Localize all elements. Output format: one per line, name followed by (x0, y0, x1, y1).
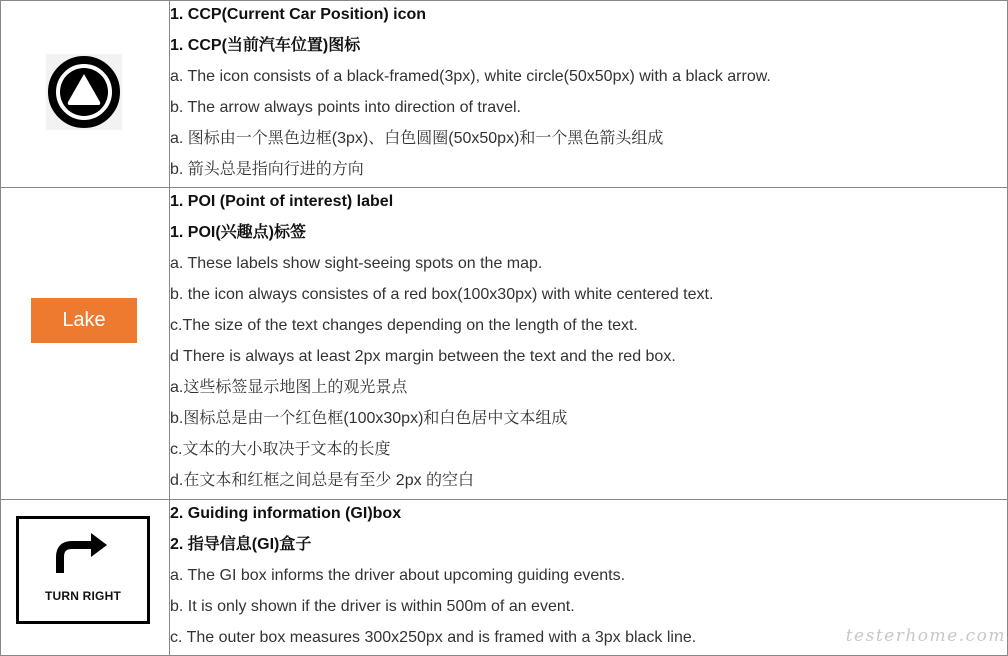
heading-en: 1. CCP(Current Car Position) icon (170, 6, 427, 23)
desc-line: d There is always at least 2px margin between the text and the red box. (170, 348, 676, 365)
desc-line: a.这些标签显示地图上的观光景点 (170, 379, 408, 396)
heading-en: 1. POI (Point of interest) label (170, 193, 394, 210)
heading-zh: 2. 指导信息(GI)盒子 (170, 536, 312, 553)
desc-line: a. The icon consists of a black-framed(3px), white circle(50x50px) with a black arrow. (170, 68, 771, 85)
table-row (1, 188, 1008, 500)
desc-line: b. The arrow always points into direction of travel. (170, 99, 521, 116)
icon-cell (1, 500, 170, 656)
heading-zh: 1. POI(兴趣点)标签 (170, 224, 307, 241)
desc-line: c.The size of the text changes depending on the length of the text. (170, 317, 638, 334)
gi-text: TURN RIGHT (45, 589, 121, 603)
table-row (1, 1, 1008, 188)
gi-box (16, 516, 150, 624)
ccp-icon (46, 54, 122, 130)
watermark: testerhome.com (845, 626, 1006, 646)
desc-line: d.在文本和红框之间总是有至少 2px 的空白 (170, 472, 475, 489)
heading-en: 2. Guiding information (GI)box (170, 505, 402, 522)
desc-line: a. The GI box informs the driver about upcoming guiding events. (170, 567, 626, 584)
desc-line: a. 图标由一个黑色边框(3px)、白色圆圈(50x50px)和一个黑色箭头组成 (170, 130, 664, 147)
icon-cell (1, 188, 170, 500)
icon-cell (1, 1, 170, 188)
desc-line: c. The outer box measures 300x250px and is framed with a 3px black line. (170, 629, 697, 646)
desc-line: b. It is only shown if the driver is within 500m of an event. (170, 598, 575, 615)
poi-label: Lake (31, 298, 137, 343)
desc-line: b.图标总是由一个红色框(100x30px)和白色居中文本组成 (170, 410, 568, 427)
description-cell (170, 188, 1008, 500)
turn-right-arrow-icon (55, 531, 111, 577)
desc-line: a. These labels show sight-seeing spots on the map. (170, 255, 543, 272)
desc-line: b. 箭头总是指向行进的方向 (170, 161, 364, 178)
desc-line: c.文本的大小取决于文本的长度 (170, 441, 391, 458)
heading-zh: 1. CCP(当前汽车位置)图标 (170, 37, 361, 54)
description-cell (170, 1, 1008, 188)
desc-line: b. the icon always consistes of a red box(100x30px) with white centered text. (170, 286, 714, 303)
